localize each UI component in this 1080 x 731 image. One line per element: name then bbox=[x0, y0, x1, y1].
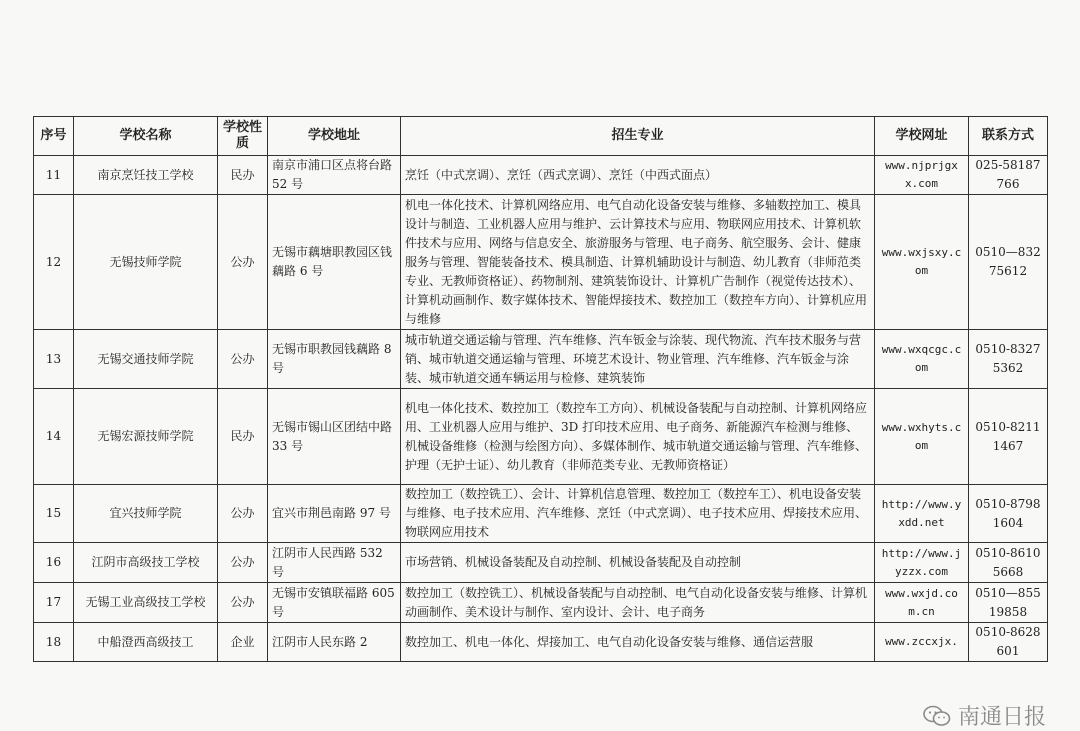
cell-contact: 0510—83275612 bbox=[969, 195, 1048, 330]
cell-type: 民办 bbox=[218, 156, 268, 195]
cell-majors: 机电一体化技术、计算机网络应用、电气自动化设备安装与维修、多轴数控加工、模具设计与制造、工业机器人应用与维护、云计算技术与应用、物联网应用技术、计算机软件技术与应用、网络与信息安全、旅游服务与管理、电子商务、航空服务、会计、健康服务与管理、智能装备技术、模具制造、计算机辅助设计与制造、幼儿教育（非师范类专业、无教师资格证）、药物制剂、建筑装饰设计、计算机广告制作（视觉传达技术）、计算机动画制作、数字媒体技术、智能焊接技术、数控加工（数控车方向）、计算机应用与维修 bbox=[401, 195, 875, 330]
cell-type: 公办 bbox=[218, 543, 268, 583]
cell-type: 公办 bbox=[218, 583, 268, 623]
header-website: 学校网址 bbox=[875, 117, 969, 156]
table-row bbox=[34, 583, 1048, 623]
table-row bbox=[34, 195, 1048, 330]
table-row bbox=[34, 623, 1048, 662]
header-address: 学校地址 bbox=[268, 117, 401, 156]
cell-address: 无锡市锡山区团结中路 33 号 bbox=[268, 389, 401, 485]
cell-majors: 数控加工（数控铣工）、会计、计算机信息管理、数控加工（数控车工）、机电设备安装与维修、电子技术应用、汽车维修、烹饪（中式烹调）、电子技术应用、焊接技术应用、物联网应用技术 bbox=[401, 485, 875, 543]
table-row bbox=[34, 389, 1048, 485]
cell-address: 无锡市安镇联福路 605 号 bbox=[268, 583, 401, 623]
wechat-icon bbox=[922, 704, 952, 728]
cell-website: www.zccxjx. bbox=[875, 623, 969, 662]
cell-name: 中船澄西高级技工 bbox=[74, 623, 218, 662]
cell-website: www.wxqcgc.com bbox=[875, 330, 969, 389]
table-row bbox=[34, 485, 1048, 543]
cell-no: 17 bbox=[34, 583, 74, 623]
table-row bbox=[34, 156, 1048, 195]
header-majors: 招生专业 bbox=[401, 117, 875, 156]
cell-address: 南京市浦口区点将台路 52 号 bbox=[268, 156, 401, 195]
cell-majors: 市场营销、机械设备装配及自动控制、机械设备装配及自动控制 bbox=[401, 543, 875, 583]
cell-type: 公办 bbox=[218, 195, 268, 330]
watermark-text: 南通日报 bbox=[957, 705, 1046, 730]
cell-contact: 025-58187766 bbox=[969, 156, 1048, 195]
cell-no: 18 bbox=[34, 623, 74, 662]
cell-name: 无锡工业高级技工学校 bbox=[74, 583, 218, 623]
cell-address: 江阴市人民西路 532 号 bbox=[268, 543, 401, 583]
cell-address: 无锡市藕塘职教园区钱藕路 6 号 bbox=[268, 195, 401, 330]
cell-website: www.njprjgxx.com bbox=[875, 156, 969, 195]
cell-name: 无锡技师学院 bbox=[74, 195, 218, 330]
school-table bbox=[33, 116, 1048, 662]
cell-address: 宜兴市荆邑南路 97 号 bbox=[268, 485, 401, 543]
cell-no: 13 bbox=[34, 330, 74, 389]
cell-website: http://www.jyzzx.com bbox=[875, 543, 969, 583]
cell-contact: 0510-82111467 bbox=[969, 389, 1048, 485]
cell-type: 公办 bbox=[218, 485, 268, 543]
cell-website: www.wxjd.com.cn bbox=[875, 583, 969, 623]
cell-no: 14 bbox=[34, 389, 74, 485]
watermark bbox=[922, 700, 1046, 731]
header-name: 学校名称 bbox=[74, 117, 218, 156]
cell-name: 江阴市高级技工学校 bbox=[74, 543, 218, 583]
cell-contact: 0510-83275362 bbox=[969, 330, 1048, 389]
header-contact: 联系方式 bbox=[969, 117, 1048, 156]
cell-no: 12 bbox=[34, 195, 74, 330]
table-row bbox=[34, 330, 1048, 389]
cell-type: 民办 bbox=[218, 389, 268, 485]
cell-name: 无锡交通技师学院 bbox=[74, 330, 218, 389]
cell-name: 宜兴技师学院 bbox=[74, 485, 218, 543]
cell-name: 无锡宏源技师学院 bbox=[74, 389, 218, 485]
cell-address: 江阴市人民东路 2 bbox=[268, 623, 401, 662]
cell-type: 企业 bbox=[218, 623, 268, 662]
cell-majors: 数控加工、机电一体化、焊接加工、电气自动化设备安装与维修、通信运营服 bbox=[401, 623, 875, 662]
cell-majors: 烹饪（中式烹调）、烹饪（西式烹调）、烹饪（中西式面点） bbox=[401, 156, 875, 195]
cell-majors: 数控加工（数控铣工）、机械设备装配与自动控制、电气自动化设备安装与维修、计算机动画制作、美术设计与制作、室内设计、会计、电子商务 bbox=[401, 583, 875, 623]
cell-name: 南京烹饪技工学校 bbox=[74, 156, 218, 195]
cell-contact: 0510-86105668 bbox=[969, 543, 1048, 583]
cell-no: 16 bbox=[34, 543, 74, 583]
cell-contact: 0510—85519858 bbox=[969, 583, 1048, 623]
cell-address: 无锡市职教园钱藕路 8 号 bbox=[268, 330, 401, 389]
header-type: 学校性质 bbox=[218, 117, 268, 156]
cell-website: www.wxjsxy.com bbox=[875, 195, 969, 330]
cell-contact: 0510-87981604 bbox=[969, 485, 1048, 543]
cell-type: 公办 bbox=[218, 330, 268, 389]
cell-no: 11 bbox=[34, 156, 74, 195]
cell-majors: 机电一体化技术、数控加工（数控车工方向）、机械设备装配与自动控制、计算机网络应用、工业机器人应用与维护、3D 打印技术应用、电子商务、新能源汽车检测与维修、机械设备维修（检测与绘图方向）、多媒体制作、城市轨道交通运输与管理、汽车维修、护理（无护士证）、幼儿教育（非师范类专业、无教师资格证） bbox=[401, 389, 875, 485]
cell-no: 15 bbox=[34, 485, 74, 543]
table-row bbox=[34, 543, 1048, 583]
header-no: 序号 bbox=[34, 117, 74, 156]
cell-majors: 城市轨道交通运输与管理、汽车维修、汽车钣金与涂装、现代物流、汽车技术服务与营销、城市轨道交通运输与管理、环境艺术设计、物业管理、汽车维修、汽车钣金与涂装、城市轨道交通车辆运用与检修、建筑装饰 bbox=[401, 330, 875, 389]
cell-website: www.wxhyts.com bbox=[875, 389, 969, 485]
cell-contact: 0510-8628601 bbox=[969, 623, 1048, 662]
table-header-row bbox=[34, 117, 1048, 156]
cell-website: http://www.yxdd.net bbox=[875, 485, 969, 543]
